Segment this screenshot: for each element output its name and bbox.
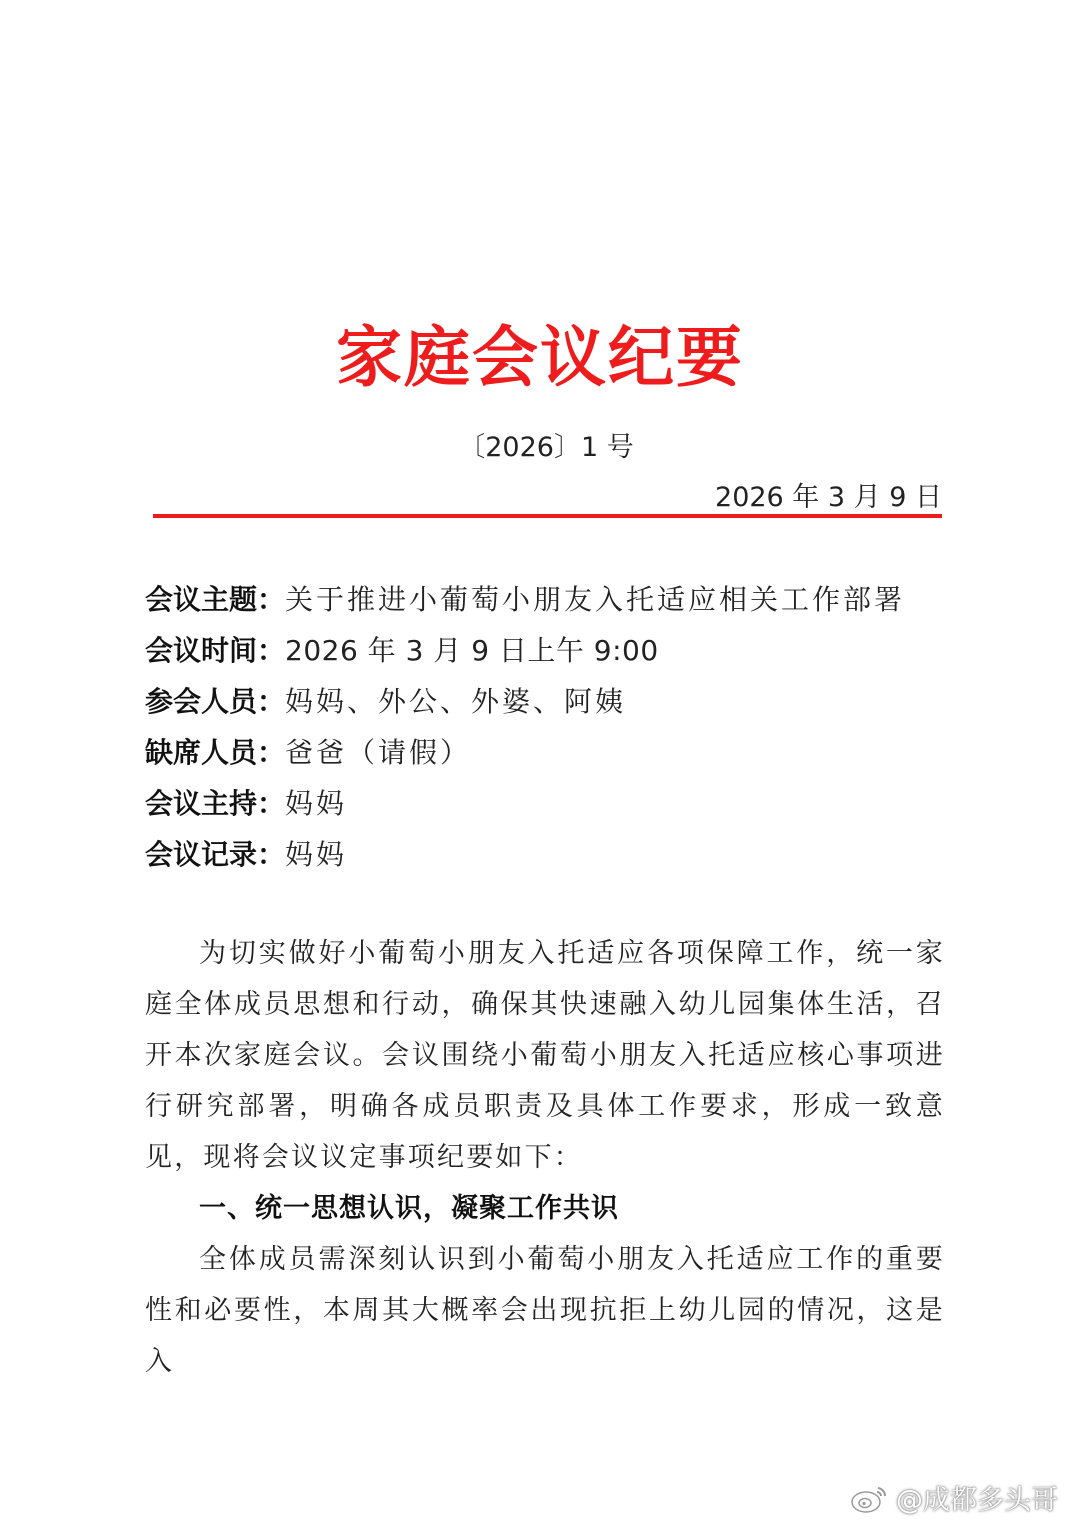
document-body (145, 928, 945, 1387)
meta-label: 会议记录： (145, 838, 286, 871)
document-date: 2026 年 3 月 9 日 (715, 482, 942, 513)
meta-value: 爸爸（请假） (285, 736, 472, 769)
meeting-time-row (145, 629, 905, 680)
section-heading: 一、统一思想认识，凝聚工作共识 (199, 1193, 619, 1224)
meta-value: 妈妈 (285, 787, 348, 820)
meeting-topic-row (145, 578, 905, 629)
meta-label: 会议时间： (145, 634, 286, 667)
watermark (850, 1478, 1058, 1517)
absentees-row (145, 731, 905, 782)
watermark-text: @成都多头哥 (896, 1485, 1058, 1516)
meta-label: 参会人员： (145, 685, 286, 718)
host-row (145, 782, 905, 833)
recorder-row (145, 833, 905, 884)
meta-label: 会议主题： (145, 583, 286, 616)
document-title: 家庭会议纪要 (336, 318, 744, 396)
document-number: 〔2026〕1 号 (458, 432, 634, 463)
intro-paragraph: 为切实做好小葡萄小朋友入托适应各项保障工作，统一家庭全体成员思想和行动，确保其快速融入幼儿园集体生活，召开本次家庭会议。会议围绕小葡萄小朋友入托适应核心事项进行研究部署，明确各成员职责及具体工作要求，形成一致意见，现将会议议定事项纪要如下： (145, 938, 945, 1173)
meta-value: 妈妈 (285, 838, 348, 871)
section-paragraph: 全体成员需深刻认识到小葡萄小朋友入托适应工作的重要性和必要性，本周其大概率会出现抗拒上幼儿园的情况，这是入 (145, 1244, 945, 1377)
meta-value: 关于推进小葡萄小朋友入托适应相关工作部署 (285, 583, 906, 616)
meta-label: 缺席人员： (145, 736, 286, 769)
meta-value: 妈妈、外公、外婆、阿姨 (285, 685, 627, 718)
weibo-icon (850, 1482, 890, 1514)
meeting-info (145, 578, 905, 884)
attendees-row (145, 680, 905, 731)
meta-value: 2026 年 3 月 9 日上午 9:00 (285, 634, 659, 667)
meta-label: 会议主持： (145, 787, 286, 820)
red-header-rule (153, 514, 942, 518)
